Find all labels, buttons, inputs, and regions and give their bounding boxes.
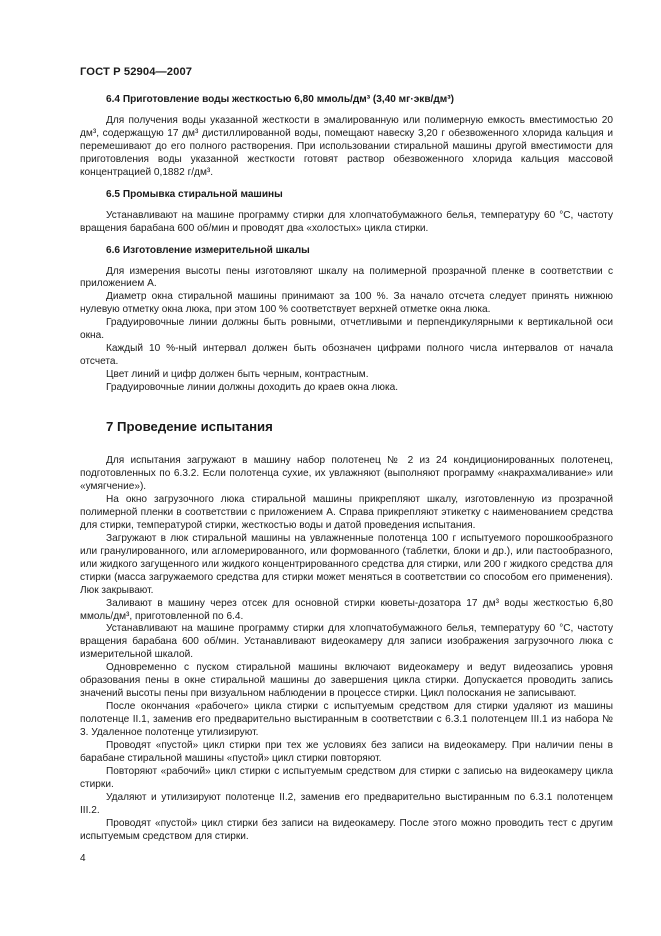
paragraph: Проводят «пустой» цикл стирки без записи на видеокамеру. После этого можно проводить тест с другим испытуемым средством для стирки. [80,817,613,842]
paragraph: На окно загрузочного люка стиральной машины прикрепляют шкалу, изготовленную из прозрачной полимерной пленки в соответствии с приложением А. Справа прикрепляют этикетку с наименованием средства для стирки, температурой стирки, жесткостью воды и датой проведения испытания. [80,493,613,531]
paragraph: Для измерения высоты пены изготовляют шкалу на полимерной прозрачной пленке в соответствии с приложением А. [80,265,613,290]
paragraph: Градуировочные линии должны быть ровными, отчетливыми и перпендикулярными к вертикальной оси окна. [80,317,613,342]
document-body [80,94,613,844]
paragraph: Устанавливают на машине программу стирки для хлопчатобумажного белья, температуру 60 °С, частоту вращения барабана 600 об/мин. Устанавливают видеокамеру для записи изображения загрузочного люка с измерительной шкалой. [80,623,613,661]
section-7 [80,419,613,844]
section-6-6-heading: 6.6 Изготовление измерительной шкалы [106,244,310,256]
section-6-5 [80,189,613,236]
document-header: ГОСТ Р 52904—2007 [80,66,193,78]
paragraph: Одновременно с пуском стиральной машины включают видеокамеру и ведут видеозапись уровня образования пены в окне стиральной машины до завершения цикла стирки. Допускается проводить запись значений высоты пены при визуальном наблюдении в процессе стирки. Цикл полоскания не записывают. [80,662,613,700]
section-6-4-heading: 6.4 Приготовление воды жесткостью 6,80 ммоль/дм³ (3,40 мг·экв/дм³) [106,94,454,105]
paragraph: Градуировочные линии должны доходить до краев окна люка. [106,382,399,394]
paragraph: Каждый 10 %-ный интервал должен быть обозначен цифрами полного числа интервалов от начала отсчета. [80,343,613,368]
section-6-6 [80,245,613,395]
page-number: 4 [80,853,86,864]
paragraph: Цвет линий и цифр должен быть черным, контрастным. [106,369,369,381]
paragraph: Заливают в машину через отсек для основной стирки кюветы-дозатора 17 дм³ воды жесткостью 6,80 ммоль/дм³, приготовленной по 6.4. [80,597,613,622]
paragraph: Для испытания загружают в машину набор полотенец № 2 из 24 кондиционированных полотенец, подготовленных по 6.3.2. Если полотенца сухие, их увлажняют (выполняют программу «накрахмаливание» или «умягчение»). [80,455,613,492]
section-6-5-heading: 6.5 Промывка стиральной машины [106,188,283,200]
paragraph: Удаляют и утилизируют полотенце II.2, заменив его предварительно выстиранным по 6.3.1 полотенцем III.2. [80,791,613,816]
section-6-4 [80,94,613,180]
paragraph: После окончания «рабочего» цикла стирки с испытуемым средством для стирки удаляют из машины полотенце II.1, заменив его предварительно выстиранным в соответствии с 6.3.1 полотенцем III.1 из набора № 3. Удаленное полотенце утилизируют. [80,701,613,739]
paragraph: Загружают в люк стиральной машины на увлажненные полотенца 100 г испытуемого порошкообразного или гранулированного, или агломерированного, или формованного (таблетки, блоки и др.), или пастообразного, или жидкого загущенного или жидкого концентрированного средства для стирки, или 200 г жидкого средства для стирки (масса загружаемого средства для стирки может меняться в соответствии со способом его применения). Люк закрывают. [80,532,613,596]
paragraph: Для получения воды указанной жесткости в эмалированную или полимерную емкость вместимостью 20 дм³, содержащую 17 дм³ дистиллированной воды, помещают навеску 3,20 г обезвоженного хлорида кальция и перемешивают до его полного растворения. При использовании стиральной машины другой вместимости для приготовления воды указанной жесткости готовят раствор обезвоженного хлорида кальция массовой концентрацией 0,1882 г/дм³. [80,114,613,178]
section-7-heading: 7 Проведение испытания [106,419,273,435]
paragraph: Проводят «пустой» цикл стирки при тех же условиях без записи на видеокамеру. При наличии пены в барабане стиральной машины «пустой» цикл стирки повторяют. [80,740,613,764]
paragraph: Устанавливают на машине программу стирки для хлопчатобумажного белья, температуру 60 °С, частоту вращения барабана 600 об/мин и проводят два «холостых» цикла стирки. [80,209,613,234]
paragraph: Повторяют «рабочий» цикл стирки с испытуемым средством для стирки с записью на видеокамеру цикла стирки. [80,765,613,790]
paragraph: Диаметр окна стиральной машины принимают за 100 %. За начало отсчета следует принять нижнюю нулевую отметку окна люка, при этом 100 % соответствует верхней отметке окна люка. [80,291,613,316]
